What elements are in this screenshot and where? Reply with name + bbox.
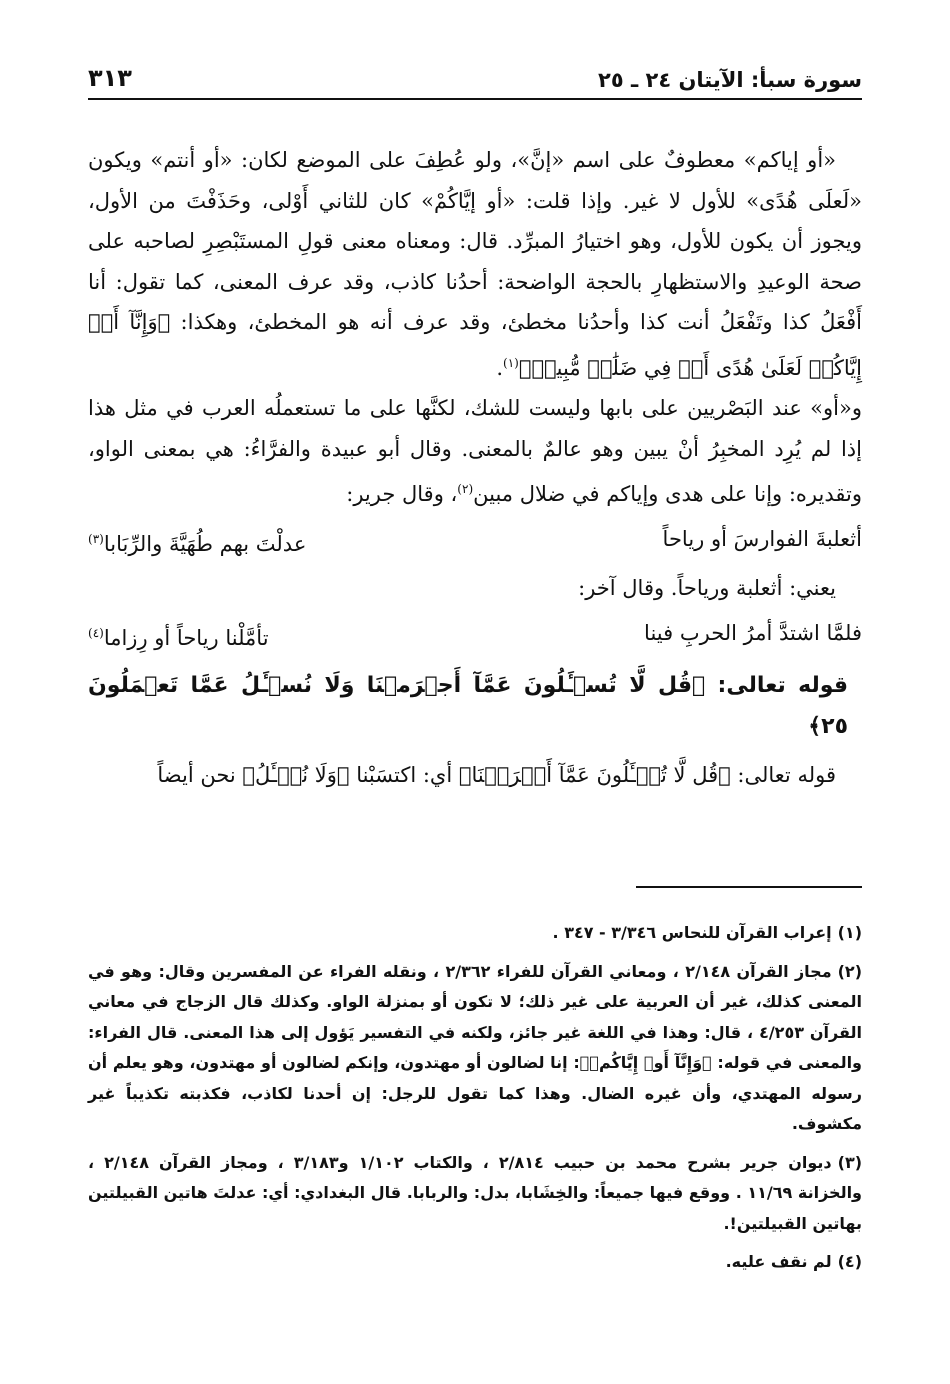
paragraph-3: يعني: أثعلبة ورياحاً. وقال آخر: — [578, 576, 836, 600]
footnote-ref-4: (٤) — [88, 625, 104, 640]
footnote-text: ديوان جرير بشرح محمد بن حبيب ٢/٨١٤ ، والكتاب ١/١٠٢ و٣/١٨٣ ، ومجاز القرآن ٢/١٤٨ ، والخزانة ١١/٦٩ . ووقع فيها جميعاً: والخِشَابا، بدل: والربابا. قال البغدادي: أي: عدلتَ هاتين القبيلتين بهاتين القبيلتين!. — [88, 1152, 863, 1233]
verse-heading: قوله تعالى: ﴿قُل لَّا تُسۡـَٔلُونَ عَمَّآ أَجۡرَمۡنَا وَلَا نُسۡـَٔلُ عَمَّا تَعۡمَلُونَ ٢٥﴾ — [88, 673, 848, 739]
footnote-ref-3: (٣) — [88, 531, 104, 546]
verse-2-second-hemistich — [88, 613, 269, 659]
footnote-text: لم نقف عليه. — [725, 1252, 832, 1271]
footnote-3 — [88, 1148, 862, 1240]
footnote-number: (١) — [837, 923, 862, 942]
footnote-text: مجاز القرآن ٢/١٤٨ ، ومعاني القرآن للفراء ٢/٣٦٢ ، ونقله الفراء عن المفسرين وقال: وهو في المعنى كذلك، غير أن العربية على غير ذلك؛ لا تكون أو بمنزلة الواو. وكذلك قال الزجاج في معاني القرآن ٤/٢٥٣ ، قال: وهذا في اللغة غير جائز، ولكنه في التفسير يَؤول إلى هذا المعنى. قال الفراء: والمعنى في قوله: ﴿وَإِنَّآ أَوۡ إِيَّاكُمۡ﴾: إنا لضالون أو مهتدون، وإنكم لضالون أو مهتدون، وهو يعلم أن رسوله المهتدي، وأن غيره الضال. وهذا كما تقول للرجل: إن أحدنا لكاذب، فكذبته تكذيباً غير مكشوف. — [88, 961, 862, 1133]
footnote-2 — [88, 957, 862, 1140]
paragraph-1 — [88, 140, 862, 388]
footnotes — [88, 918, 862, 1286]
page-number: ٣١٣ — [88, 64, 132, 92]
verse-1-second-hemistich — [88, 519, 306, 565]
paragraph-1-end: . — [496, 355, 504, 380]
verse-1-first-hemistich: أثعلبةَ الفوارسَ أو رياحاً — [662, 526, 862, 551]
footnote-number: (٤) — [837, 1252, 862, 1271]
paragraph-1-text: «أو إياكم» معطوفٌ على اسم «إنَّ»، ولو عُطِفَ على الموضع لكان: «أو أنتم» ويكون «لَعلَى هُدًى» للأول لا غير. وإذا قلت: «أو إيَّاكُمْ» كان للثاني أَوْلى، وحَذَفْتَ من الأول، ويجوز أن يكون للأول، وهو اختيارُ المبرِّد. قال: ومعناه معنى قولِ المستَبْصِرِ لصاحبه على صحة الوعيدِ والاستظهارِ بالحجة الواضحة: أحدُنا كاذب، وقد عرف المعنى، كما تقول: أنا أَفْعَلُ كذا وتَفْعَلُ أنت كذا وأحدُنا مخطئ، وقد عرف أنه هو المخطئ، وهكذا: ﴿وَإِنَّآ أَوۡ إِيَّاكُمۡ لَعَلَىٰ هُدًى أَوۡ فِي ضَلَٰلٖ مُّبِينٖ﴾ — [88, 148, 862, 380]
footnote-number: (٢) — [837, 961, 862, 981]
verse-2-second-text: تأمَّلْنا رياحاً أو رِزاما — [103, 625, 269, 650]
footnote-4 — [88, 1247, 862, 1278]
footnote-ref-2: (٢) — [457, 482, 474, 496]
poetry-verse-2 — [88, 613, 862, 659]
verse-2-first-hemistich: فلمَّا اشتدَّ أمرُ الحربِ فينا — [644, 620, 862, 645]
paragraph-2-end: ، وقال جرير: — [346, 482, 458, 506]
footnote-text: إعراب القرآن للنحاس ٣/٣٤٦ - ٣٤٧ . — [552, 923, 832, 942]
paragraph-2 — [88, 388, 862, 515]
footnote-number: (٣) — [837, 1152, 863, 1172]
main-text — [88, 140, 862, 796]
poetry-verse-1 — [88, 519, 862, 565]
footnote-separator — [636, 886, 862, 888]
paragraph-4: قوله تعالى: ﴿قُل لَّا تُسۡـَٔلُونَ عَمَّآ أَجۡرَمۡنَا﴾ أي: اكتسَبْنا ﴿وَلَا نُسۡـَٔلُ﴾ نحن أيضاً — [157, 763, 836, 787]
footnote-1 — [88, 918, 862, 949]
running-title: سورة سبأ: الآيتان ٢٤ ـ ٢٥ — [598, 68, 862, 92]
paragraph-2-text: و«أو» عند البَصْريين على بابها وليست للشك، لكنَّها على ما تستعملُه العرب في مثل هذا إذا لم يُرِد المخبِرُ أنْ يبين وهو عالمٌ بالمعنى. وقال أبو عبيدة والفرَّاءُ: هي بمعنى الواو، وتقديره: وإنا على هدى وإياكم في ضلال مبين — [88, 396, 862, 506]
page-header — [88, 60, 862, 100]
verse-1-second-text: عدلْتَ بهم طُهَيَّةَ والرِّبَابا — [103, 531, 307, 556]
footnote-ref-1: (١) — [503, 355, 519, 370]
